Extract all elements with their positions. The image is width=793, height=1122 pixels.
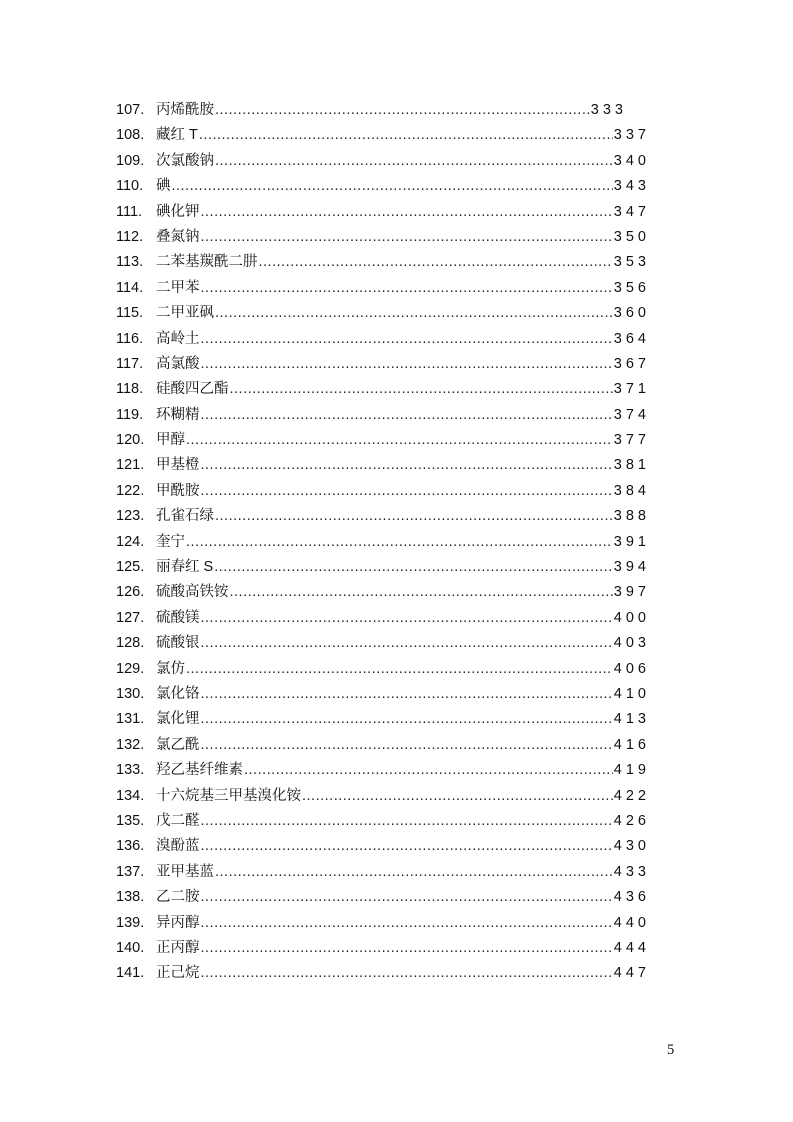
entry-number: 118. xyxy=(116,381,144,398)
dot-leader xyxy=(230,377,613,402)
dot-leader xyxy=(201,809,613,834)
entry-title: 戊二醛 xyxy=(156,812,200,829)
toc-entry xyxy=(116,123,650,148)
toc-entry xyxy=(116,301,650,326)
entry-page-number: 394 xyxy=(613,559,650,576)
entry-page-number: 430 xyxy=(613,838,650,855)
dot-leader xyxy=(201,453,613,478)
dot-leader xyxy=(201,225,613,250)
dot-leader xyxy=(201,911,613,936)
entry-page-number: 403 xyxy=(613,635,650,652)
entry-number: 111. xyxy=(116,203,143,220)
dot-leader xyxy=(201,276,613,301)
toc-entry xyxy=(116,530,650,555)
entry-number: 132. xyxy=(116,736,145,753)
toc-entry xyxy=(116,98,627,123)
dot-leader xyxy=(215,860,613,885)
dot-leader xyxy=(201,606,613,631)
table-of-contents xyxy=(116,98,650,987)
entry-number: 108. xyxy=(116,127,145,144)
entry-page-number: 381 xyxy=(613,457,650,474)
entry-page-number: 360 xyxy=(613,305,650,322)
entry-page-number: 340 xyxy=(613,152,650,169)
entry-title: 溴酚蓝 xyxy=(156,838,200,855)
entry-number: 133. xyxy=(116,762,145,779)
toc-entry xyxy=(116,250,650,275)
entry-number: 130. xyxy=(116,685,145,702)
entry-number: 136. xyxy=(116,838,145,855)
entry-number: 126. xyxy=(116,584,145,601)
dot-leader xyxy=(215,301,613,326)
entry-title: 正己烷 xyxy=(156,965,200,982)
entry-number: 138. xyxy=(116,889,145,906)
entry-number: 117. xyxy=(116,355,144,372)
entry-page-number: 433 xyxy=(613,863,650,880)
entry-title: 孔雀石绿 xyxy=(156,508,214,525)
dot-leader xyxy=(199,123,613,148)
toc-entry xyxy=(116,606,650,631)
entry-title: 二苯基羰酰二肼 xyxy=(156,254,258,271)
entry-title: 奎宁 xyxy=(156,533,185,550)
entry-number: 112. xyxy=(116,228,144,245)
dot-leader xyxy=(230,580,613,605)
entry-number: 110. xyxy=(116,178,144,195)
entry-page-number: 356 xyxy=(613,279,650,296)
entry-page-number: 413 xyxy=(613,711,650,728)
entry-title: 甲酰胺 xyxy=(156,482,200,499)
entry-title: 叠氮钠 xyxy=(156,228,200,245)
toc-entry xyxy=(116,276,650,301)
toc-entry xyxy=(116,149,650,174)
entry-number: 123. xyxy=(116,508,145,525)
entry-number: 140. xyxy=(116,939,145,956)
toc-entry xyxy=(116,352,650,377)
toc-entry xyxy=(116,225,650,250)
toc-entry xyxy=(116,200,650,225)
entry-title: 氯化锂 xyxy=(156,711,200,728)
entry-page-number: 436 xyxy=(613,889,650,906)
entry-number: 121. xyxy=(116,457,145,474)
dot-leader xyxy=(201,327,613,352)
toc-entry xyxy=(116,504,650,529)
entry-title: 羟乙基纤维素 xyxy=(156,762,243,779)
entry-page-number: 400 xyxy=(613,609,650,626)
entry-number: 113. xyxy=(116,254,144,271)
entry-page-number: 410 xyxy=(613,685,650,702)
entry-page-number: 419 xyxy=(613,762,650,779)
entry-number: 141. xyxy=(116,965,145,982)
entry-title: 丽春红 S xyxy=(156,559,214,576)
toc-entry xyxy=(116,784,650,809)
entry-number: 127. xyxy=(116,609,145,626)
toc-entry xyxy=(116,428,650,453)
dot-leader xyxy=(172,174,613,199)
toc-entry xyxy=(116,936,650,961)
entry-title: 十六烷基三甲基溴化铵 xyxy=(156,787,301,804)
toc-entry xyxy=(116,834,650,859)
entry-title: 乙二胺 xyxy=(156,889,200,906)
entry-title: 异丙醇 xyxy=(156,914,200,931)
dot-leader xyxy=(201,961,613,986)
toc-entry xyxy=(116,580,650,605)
entry-page-number: 416 xyxy=(613,736,650,753)
toc-entry xyxy=(116,377,650,402)
dot-leader xyxy=(259,250,613,275)
toc-entry xyxy=(116,682,650,707)
entry-number: 109. xyxy=(116,152,145,169)
entry-title: 高氯酸 xyxy=(156,355,200,372)
toc-entry xyxy=(116,885,650,910)
entry-page-number: 397 xyxy=(613,584,650,601)
entry-title: 二甲亚砜 xyxy=(156,305,214,322)
dot-leader xyxy=(201,707,613,732)
toc-entry xyxy=(116,555,650,580)
entry-page-number: 426 xyxy=(613,812,650,829)
entry-title: 氯仿 xyxy=(156,660,185,677)
dot-leader xyxy=(186,657,613,682)
entry-number: 137. xyxy=(116,863,145,880)
entry-page-number: 384 xyxy=(613,482,650,499)
toc-entry xyxy=(116,453,650,478)
entry-page-number: 353 xyxy=(613,254,650,271)
entry-number: 139. xyxy=(116,914,145,931)
entry-title: 氯乙酰 xyxy=(156,736,200,753)
dot-leader xyxy=(201,885,613,910)
dot-leader xyxy=(244,758,613,783)
entry-title: 环糊精 xyxy=(156,406,200,423)
toc-entry xyxy=(116,733,650,758)
entry-title: 硫酸高铁铵 xyxy=(156,584,229,601)
entry-page-number: 337 xyxy=(613,127,650,144)
entry-page-number: 406 xyxy=(613,660,650,677)
dot-leader xyxy=(186,530,613,555)
dot-leader xyxy=(201,200,613,225)
entry-number: 129. xyxy=(116,660,145,677)
entry-number: 134. xyxy=(116,787,145,804)
entry-title: 高岭土 xyxy=(156,330,200,347)
toc-entry xyxy=(116,961,650,986)
dot-leader xyxy=(201,631,613,656)
entry-number: 128. xyxy=(116,635,145,652)
entry-page-number: 364 xyxy=(613,330,650,347)
toc-entry xyxy=(116,631,650,656)
dot-leader xyxy=(214,555,613,580)
dot-leader xyxy=(215,504,613,529)
entry-number: 125. xyxy=(116,559,145,576)
entry-page-number: 350 xyxy=(613,228,650,245)
entry-title: 硅酸四乙酯 xyxy=(156,381,229,398)
dot-leader xyxy=(201,352,613,377)
toc-entry xyxy=(116,758,650,783)
entry-page-number: 388 xyxy=(613,508,650,525)
entry-title: 正丙醇 xyxy=(156,939,200,956)
dot-leader xyxy=(201,479,613,504)
entry-title: 藏红 T xyxy=(156,127,198,144)
entry-page-number: 391 xyxy=(613,533,650,550)
entry-number: 114. xyxy=(116,279,144,296)
toc-entry xyxy=(116,403,650,428)
toc-entry xyxy=(116,809,650,834)
entry-title: 次氯酸钠 xyxy=(156,152,214,169)
entry-number: 120. xyxy=(116,432,145,449)
entry-number: 107. xyxy=(116,102,145,118)
entry-page-number: 374 xyxy=(613,406,650,423)
entry-title: 甲醇 xyxy=(156,432,185,449)
entry-number: 131. xyxy=(116,711,145,728)
dot-leader xyxy=(215,98,590,123)
toc-entry xyxy=(116,479,650,504)
toc-entry xyxy=(116,657,650,682)
entry-title: 丙烯酰胺 xyxy=(156,102,214,118)
entry-page-number: 371 xyxy=(613,381,650,398)
entry-page-number: 447 xyxy=(613,965,650,982)
dot-leader xyxy=(201,834,613,859)
entry-title: 氯化铬 xyxy=(156,685,200,702)
entry-title: 亚甲基蓝 xyxy=(156,863,214,880)
dot-leader xyxy=(186,428,613,453)
entry-number: 116. xyxy=(116,330,144,347)
dot-leader xyxy=(215,149,613,174)
entry-number: 115. xyxy=(116,305,144,322)
entry-page-number: 440 xyxy=(613,914,650,931)
toc-entry xyxy=(116,327,650,352)
entry-page-number: 347 xyxy=(613,203,650,220)
dot-leader xyxy=(201,936,613,961)
dot-leader xyxy=(201,682,613,707)
dot-leader xyxy=(201,403,613,428)
entry-number: 122. xyxy=(116,482,145,499)
entry-page-number: 343 xyxy=(613,178,650,195)
entry-title: 硫酸镁 xyxy=(156,609,200,626)
entry-number: 135. xyxy=(116,812,145,829)
entry-page-number: 367 xyxy=(613,355,650,372)
entry-title: 二甲苯 xyxy=(156,279,200,296)
entry-page-number: 333 xyxy=(590,102,627,118)
entry-title: 碘 xyxy=(156,178,171,195)
entry-title: 硫酸银 xyxy=(156,635,200,652)
page-number: 5 xyxy=(667,1042,675,1058)
toc-entry xyxy=(116,174,650,199)
toc-entry xyxy=(116,911,650,936)
entry-page-number: 444 xyxy=(613,939,650,956)
dot-leader xyxy=(201,733,613,758)
dot-leader xyxy=(302,784,613,809)
entry-page-number: 422 xyxy=(613,787,650,804)
entry-number: 124. xyxy=(116,533,145,550)
entry-title: 碘化钾 xyxy=(156,203,200,220)
toc-entry xyxy=(116,860,650,885)
entry-number: 119. xyxy=(116,406,144,423)
entry-title: 甲基橙 xyxy=(156,457,200,474)
entry-page-number: 377 xyxy=(613,432,650,449)
toc-entry xyxy=(116,707,650,732)
